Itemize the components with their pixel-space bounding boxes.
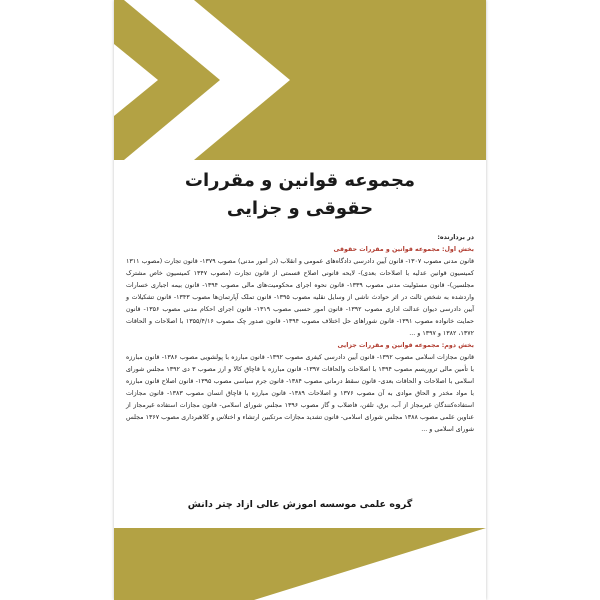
bottom-white-wedge [254,528,486,600]
diagonal-graphic-bottom [114,528,486,600]
section2-heading: بخش دوم: مجموعه قوانین و مقررات جزایی [337,342,474,349]
top-decorative-band [114,0,486,160]
section1-body: قانون مدنی مصوب ۱۳۰۷- قانون آیین دادرسی دادگاه‌های عمومی و انقلاب (در امور مدنی) مصوب ۱۳۷۹- قانون تجارت (مصوب ۱۳۱۱ کمیسیون قوانین عدلیه با اصلاحات بعدی)- لایحه قانونی اصلاح قسمتی از قانون تجارت (مصوب ۱۳۴۷ کمیسیون خاص مشترک مجلسین)- قانون مسئولیت مدنی مصوب ۱۳۳۹- قانون نحوه اجرای محکومیت‌های مالی مصوب ۱۳۹۴- قانون بیمه اجباری خسارات واردشده به شخص ثالث در اثر حوادث ناشی از وسایل نقلیه مصوب ۱۳۹۵- قانون تملک آپارتمان‌ها مصوب ۱۳۴۳- قانون تشکیلات و آیین دادرسی دیوان عدالت اداری مصوب ۱۳۹۲- قانون امور حسبی مصوب ۱۳۱۹- قانون اجرای احکام مدنی مصوب ۱۳۵۶- قانون حمایت خانواده مصوب ۱۳۹۱- قانون شوراهای حل اختلاف مصوب ۱۳۹۴- قانون صدور چک مصوب ۱۳۵۵/۴/۱۶ با اصلاحات و الحاقات ۱۳۷۲، ۱۳۸۲ و ۱۳۹۷ و ... [126,258,475,337]
publisher-name: گروه علمی موسسه اموزش عالی ازاد چتر دانش [187,499,413,510]
contents-text [126,232,474,436]
book-cover [114,0,486,600]
section2-body: قانون مجازات اسلامی مصوب ۱۳۹۲- قانون آیین دادرسی کیفری مصوب ۱۳۹۲- قانون مبارزه با پولشویی مصوب ۱۳۸۶- قانون مبارزه با تأمین مالی تروریسم مصوب ۱۳۹۴ با اصلاحات والحاقات ۱۳۹۷- قانون مبارزه با قاچاق کالا و ارز مصوب ۳ دی ۱۳۹۲ مجلس شورای اسلامی با اصلاحات و الحاقات بعدی- قانون سقط درمانی مصوب ۱۳۸۴- قانون جرم سیاسی مصوب ۱۳۹۵- قانون اصلاح قانون مبارزه با مواد مخدر و الحاق موادی به آن مصوب ۱۳۷۶ و اصلاحات ۱۳۸۹- قانون مبارزه با قاچاق انسان مصوب ۱۳۸۳- قانون مجازات استفاده‌کنندگان غیرمجاز از آب، برق، تلفن، فاضلاب و گاز مصوب ۱۳۹۶ مجلس شورای اسلامی- قانون مجازات استفاده غیرمجاز از عناوین علمی مصوب ۱۳۸۸ مجلس شورای اسلامی- قانون تشدید مجازات مرتکبین ارتشاء و اختلاس و کلاهبرداری مصوب ۱۳۶۷ مجلس شورای اسلامی و ... [126,354,475,433]
book-title-line1: مجموعه قوانین و مقررات [184,170,416,191]
book-title-line2: حقوقی و جزایی [226,198,374,219]
chevron-graphic-top [114,0,486,160]
bottom-decorative-band [114,528,486,600]
contents-intro: در بردارنده: [437,234,474,241]
chevron-top-small [114,44,158,116]
section1-heading: بخش اول: مجموعه قوانین و مقررات حقوقی [333,246,474,253]
